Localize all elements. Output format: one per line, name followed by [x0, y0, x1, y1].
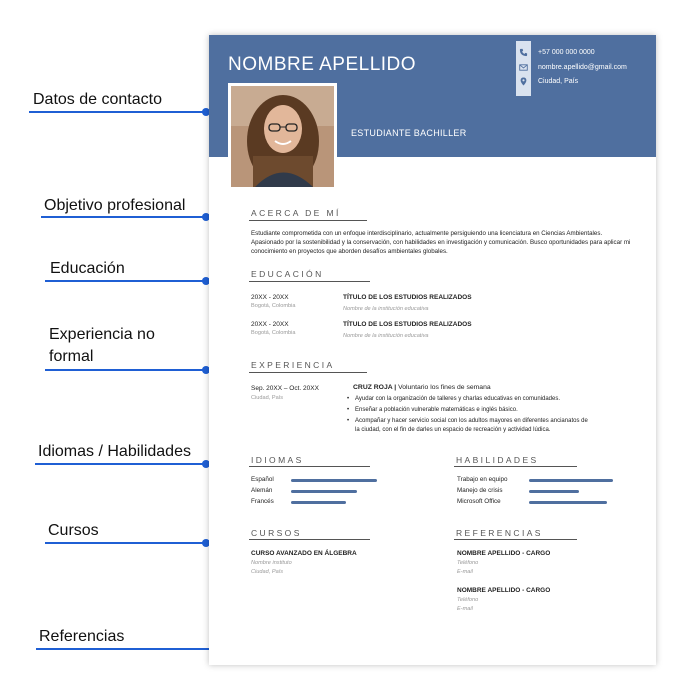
- language-level-bar: [291, 501, 346, 504]
- annotation-label: Experiencia no formal: [49, 326, 155, 365]
- languages-title: IDIOMAS: [251, 455, 304, 465]
- annotation-line: [41, 216, 206, 218]
- education-place: Bogotá, Colombia: [251, 330, 296, 336]
- annotation-label: Cursos: [48, 522, 99, 539]
- annotation-label: Referencias: [39, 628, 125, 645]
- reference-email: E-mail: [457, 569, 473, 575]
- experience-date: Sep. 20XX – Oct. 20XX: [251, 385, 319, 392]
- skill-level-bar: [529, 479, 613, 482]
- contact-phone: +57 000 000 0000: [538, 49, 595, 56]
- course-name: CURSO AVANZADO EN ÁLGEBRA: [251, 550, 357, 557]
- annotation-line: [29, 111, 206, 113]
- about-text: Estudiante comprometida con un enfoque interdisciplinario, actualmente persiguiendo una licenciatura en Ciencias Ambientales. Apasionado por la sostenibilidad y la conservación, con habilidades en investigación y comunicación. Busco oportunidades para aplicar mi conocimiento en proyectos que aborden desafíos ambientales globales.: [251, 230, 631, 255]
- courses-title: CURSOS: [251, 528, 302, 538]
- reference-name: NOMBRE APELLIDO - CARGO: [457, 550, 551, 557]
- experience-heading: [353, 384, 491, 391]
- language-label: Francés: [251, 498, 274, 505]
- experience-bullet-continuation: la ciudad, con el fin de darles un espacio de recreación y actividad lúdica.: [355, 427, 551, 433]
- annotation-line: [45, 369, 206, 371]
- section-divider: [249, 372, 367, 373]
- language-level-bar: [291, 490, 357, 493]
- education-degree: TÍTULO DE LOS ESTUDIOS REALIZADOS: [343, 294, 472, 301]
- language-label: Alemán: [251, 487, 273, 494]
- education-title: EDUCACIÓN: [251, 269, 324, 279]
- profile-photo: [228, 83, 337, 190]
- section-divider: [249, 466, 370, 467]
- resume-name: NOMBRE APELLIDO: [228, 54, 417, 75]
- skill-label: Trabajo en equipo: [457, 476, 508, 483]
- section-divider: [454, 466, 577, 467]
- reference-name: NOMBRE APELLIDO - CARGO: [457, 587, 551, 594]
- education-date: 20XX - 20XX: [251, 294, 289, 301]
- education-institution: Nombre de la institución educativa: [343, 333, 429, 339]
- reference-phone: Teléfono: [457, 560, 479, 566]
- resume-subtitle: ESTUDIANTE BACHILLER: [351, 128, 467, 138]
- experience-place: Ciudad, País: [251, 395, 284, 401]
- experience-title: EXPERIENCIA: [251, 360, 335, 370]
- mail-icon: [519, 63, 528, 72]
- contact-email: nombre.apellido@gmail.com: [538, 64, 627, 71]
- reference-phone: Teléfono: [457, 597, 479, 603]
- location-icon: [519, 77, 528, 86]
- language-label: Español: [251, 476, 274, 483]
- experience-role: Voluntario los fines de semana: [396, 384, 491, 391]
- annotation-label: Datos de contacto: [33, 91, 162, 108]
- education-date: 20XX - 20XX: [251, 321, 289, 328]
- skill-label: Microsoft Office: [457, 498, 501, 505]
- course-place: Ciudad, País: [251, 569, 284, 575]
- education-degree: TÍTULO DE LOS ESTUDIOS REALIZADOS: [343, 321, 472, 328]
- skill-level-bar: [529, 490, 579, 493]
- language-level-bar: [291, 479, 377, 482]
- annotation-label: Educación: [50, 260, 125, 277]
- annotation-line: [45, 542, 206, 544]
- education-institution: Nombre de la institución educativa: [343, 306, 429, 312]
- education-place: Bogotá, Colombia: [251, 303, 296, 309]
- phone-icon: [519, 48, 528, 57]
- skill-label: Manejo de crisis: [457, 487, 503, 494]
- resume-sheet: [209, 35, 656, 665]
- experience-bullet: • Acompañar y hacer servicio social con los adultos mayores en diferentes ancianatos de: [355, 417, 588, 425]
- annotation-label: Objetivo profesional: [44, 197, 186, 214]
- experience-org: CRUZ ROJA |: [353, 384, 397, 391]
- annotation-label: Idiomas / Habilidades: [38, 443, 191, 460]
- reference-email: E-mail: [457, 606, 473, 612]
- course-institution: Nombre instituto: [251, 560, 292, 566]
- section-divider: [454, 539, 577, 540]
- section-divider: [249, 281, 370, 282]
- annotation-line: [35, 463, 206, 465]
- skills-title: HABILIDADES: [456, 455, 539, 465]
- about-title: ACERCA DE MÍ: [251, 208, 341, 218]
- section-divider: [249, 220, 367, 221]
- experience-bullet: • Enseñar a población vulnerable matemáticas e inglés básico.: [355, 406, 518, 414]
- references-title: REFERENCIAS: [456, 528, 543, 538]
- experience-bullet: • Ayudar con la organización de talleres y charlas educativas en comunidades.: [355, 395, 560, 403]
- skill-level-bar: [529, 501, 607, 504]
- annotation-line: [45, 280, 206, 282]
- section-divider: [249, 539, 370, 540]
- contact-city: Ciudad, País: [538, 78, 579, 85]
